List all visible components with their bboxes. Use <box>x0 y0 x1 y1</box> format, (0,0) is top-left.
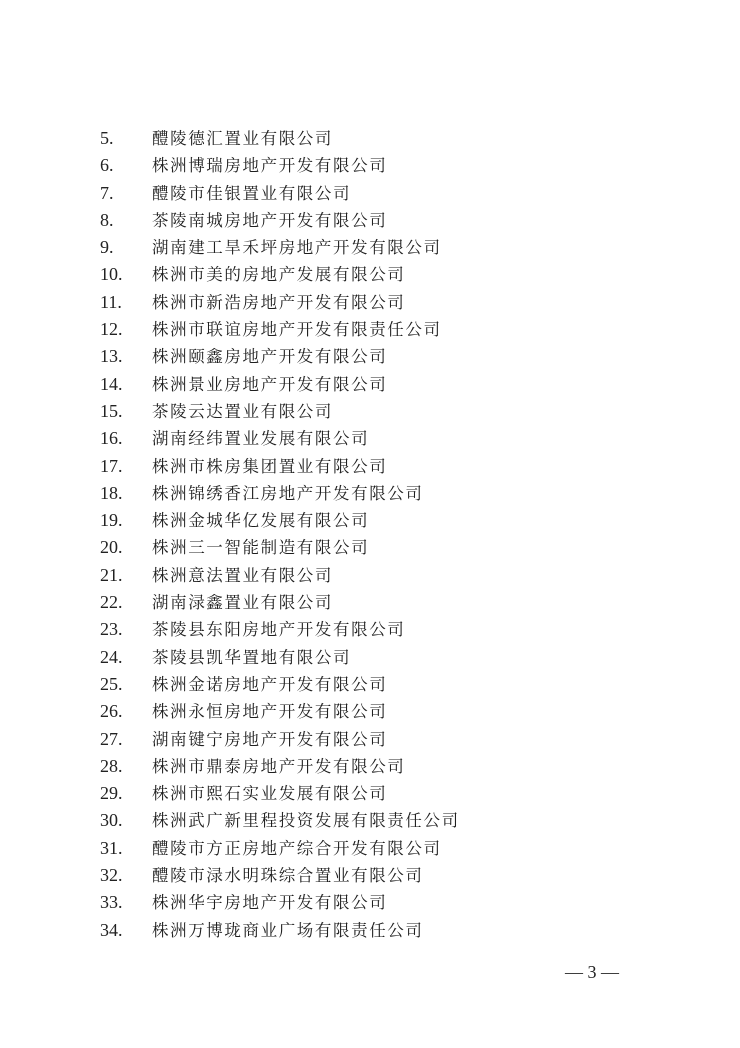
company-name: 株洲三一智能制造有限公司 <box>152 538 370 558</box>
item-number: 16. <box>100 428 123 449</box>
company-name: 株洲金城华亿发展有限公司 <box>152 511 370 531</box>
item-number: 29. <box>100 783 123 804</box>
list-item <box>0 671 740 698</box>
list-item <box>0 807 740 834</box>
list-item <box>0 507 740 534</box>
item-number: 13. <box>100 346 123 367</box>
item-number: 5. <box>100 128 114 148</box>
item-number: 34. <box>100 919 123 940</box>
company-name: 湖南经纬置业发展有限公司 <box>152 429 370 449</box>
item-number: 31. <box>100 837 123 858</box>
item-number: 15. <box>100 400 123 421</box>
list-item <box>0 289 740 316</box>
company-name: 茶陵县凯华置地有限公司 <box>152 647 352 667</box>
list-item <box>0 261 740 288</box>
item-number: 23. <box>100 619 123 640</box>
item-number: 33. <box>100 892 123 913</box>
company-name: 茶陵县东阳房地产开发有限公司 <box>152 620 406 640</box>
item-number: 12. <box>100 319 123 340</box>
company-name: 株洲武广新里程投资发展有限责任公司 <box>152 811 460 831</box>
list-item <box>0 480 740 507</box>
list-item <box>0 180 740 207</box>
item-number: 25. <box>100 673 123 694</box>
item-number: 30. <box>100 810 123 831</box>
company-name: 醴陵市渌水明珠综合置业有限公司 <box>152 866 424 886</box>
company-name: 茶陵南城房地产开发有限公司 <box>152 210 388 230</box>
item-number: 17. <box>100 455 123 476</box>
company-name: 株洲市株房集团置业有限公司 <box>152 456 388 476</box>
list-item <box>0 835 740 862</box>
company-name: 株洲永恒房地产开发有限公司 <box>152 702 388 722</box>
company-name: 株洲市新浩房地产开发有限公司 <box>152 292 406 312</box>
item-number: 14. <box>100 373 123 394</box>
company-name: 湖南渌鑫置业有限公司 <box>152 593 333 613</box>
list-item <box>0 316 740 343</box>
item-number: 19. <box>100 510 123 531</box>
list-item <box>0 453 740 480</box>
item-number: 11. <box>100 291 122 312</box>
company-name: 株洲景业房地产开发有限公司 <box>152 374 388 394</box>
company-name: 株洲市鼎泰房地产开发有限公司 <box>152 756 406 776</box>
list-item <box>0 753 740 780</box>
list-item <box>0 398 740 425</box>
list-item <box>0 862 740 889</box>
list-item <box>0 616 740 643</box>
company-name: 株洲博瑞房地产开发有限公司 <box>152 156 388 176</box>
item-number: 10. <box>100 264 123 285</box>
list-item <box>0 234 740 261</box>
item-number: 26. <box>100 701 123 722</box>
item-number: 28. <box>100 755 123 776</box>
company-name: 株洲市熙石实业发展有限公司 <box>152 784 388 804</box>
company-name: 湖南键宁房地产开发有限公司 <box>152 729 388 749</box>
list-item <box>0 152 740 179</box>
list-item <box>0 644 740 671</box>
company-name: 醴陵市方正房地产综合开发有限公司 <box>152 838 442 858</box>
item-number: 27. <box>100 728 123 749</box>
company-name: 茶陵云达置业有限公司 <box>152 401 333 421</box>
item-number: 6. <box>100 155 114 176</box>
item-number: 7. <box>100 182 114 203</box>
company-name: 湖南建工旱禾坪房地产开发有限公司 <box>152 238 442 258</box>
company-name: 株洲市联谊房地产开发有限责任公司 <box>152 320 442 340</box>
list-item <box>0 698 740 725</box>
list-item <box>0 207 740 234</box>
item-number: 22. <box>100 592 123 613</box>
company-name: 株洲市美的房地产发展有限公司 <box>152 265 406 285</box>
item-number: 32. <box>100 865 123 886</box>
list-item <box>0 889 740 916</box>
list-item <box>0 534 740 561</box>
list-item <box>0 917 740 944</box>
company-name: 株洲华宇房地产开发有限公司 <box>152 893 388 913</box>
company-name: 株洲颐鑫房地产开发有限公司 <box>152 347 388 367</box>
company-name: 株洲万博珑商业广场有限责任公司 <box>152 920 424 940</box>
company-name: 株洲锦绣香江房地产开发有限公司 <box>152 483 424 503</box>
company-name: 醴陵德汇置业有限公司 <box>152 129 333 148</box>
item-number: 21. <box>100 564 123 585</box>
list-item <box>0 371 740 398</box>
list-item <box>0 589 740 616</box>
list-item <box>0 726 740 753</box>
list-item <box>0 343 740 370</box>
item-number: 18. <box>100 482 123 503</box>
item-number: 20. <box>100 537 123 558</box>
company-list <box>0 125 740 944</box>
item-number: 24. <box>100 646 123 667</box>
list-item <box>0 425 740 452</box>
list-item <box>0 780 740 807</box>
company-name: 株洲金诺房地产开发有限公司 <box>152 674 388 694</box>
page-number: — 3 — <box>565 962 619 982</box>
list-item <box>0 562 740 589</box>
item-number: 9. <box>100 237 114 258</box>
list-item <box>0 125 740 152</box>
item-number: 8. <box>100 209 114 230</box>
company-name: 醴陵市佳银置业有限公司 <box>152 183 352 203</box>
company-name: 株洲意法置业有限公司 <box>152 565 333 585</box>
